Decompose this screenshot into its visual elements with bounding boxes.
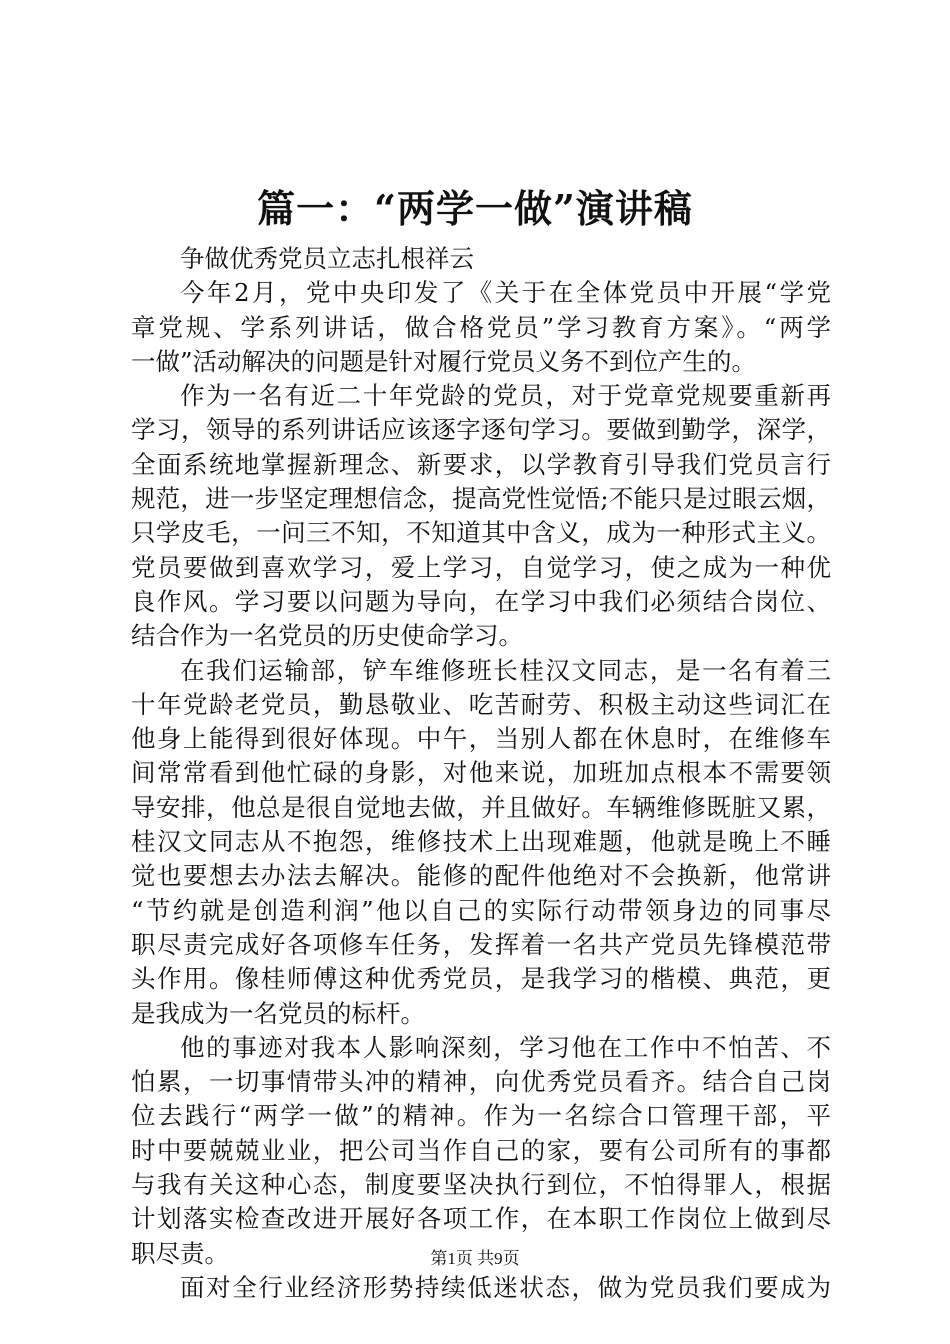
text-line: 与我有关这种心态，制度要坚决执行到位，不怕得罪人，根据 (131, 1170, 831, 1200)
text-line: 间常常看到他忙碌的身影，对他来说，加班加点根本不需要领 (131, 758, 831, 788)
page-number-footer: 第1页 共9页 (430, 1249, 520, 1268)
text-line: 结合作为一名党员的历史使命学习。 (131, 621, 523, 651)
document-title: 篇一：“两学一做”演讲稿 (257, 186, 693, 231)
text-line: 学习，领导的系列讲话应该逐字逐句学习。要做到勤学，深学， (131, 415, 831, 445)
text-line: 计划落实检查改进开展好各项工作，在本职工作岗位上做到尽 (131, 1204, 831, 1234)
text-line: 怕累，一切事情带头冲的精神，向优秀党员看齐。结合自己岗 (131, 1067, 831, 1097)
text-line: 一做”活动解决的问题是针对履行党员义务不到位产生的。 (131, 346, 757, 376)
text-line: 只学皮毛，一问三不知，不知道其中含义，成为一种形式主义。 (131, 518, 831, 548)
text-line: 十年党龄老党员，勤恳敬业、吃苦耐劳、积极主动这些词汇在 (131, 689, 831, 719)
text-line: 规范，进一步坚定理想信念，提高党性觉悟;不能只是过眼云烟， (131, 484, 831, 514)
text-line: 头作用。像桂师傅这种优秀党员，是我学习的楷模、典范，更 (131, 964, 831, 994)
text-line: 职尽责完成好各项修车任务，发挥着一名共产党员先锋模范带 (131, 929, 831, 959)
text-line: 桂汉文同志从不抱怨，维修技术上出现难题，他就是晚上不睡 (131, 827, 831, 857)
text-line: 他身上能得到很好体现。中午，当别人都在休息时，在维修车 (131, 724, 831, 754)
document-body (131, 242, 831, 1305)
text-line: 今年2月，党中央印发了《关于在全体党员中开展“学党 (180, 278, 831, 308)
text-line: “节约就是创造利润”他以自己的实际行动带领身边的同事尽 (131, 895, 831, 925)
text-line: 全面系统地掌握新理念、新要求，以学教育引导我们党员言行 (131, 449, 831, 479)
text-line: 章党规、学系列讲话，做合格党员”学习教育方案》。“两学 (131, 312, 831, 342)
text-line: 良作风。学习要以问题为导向，在学习中我们必须结合岗位、 (131, 586, 831, 616)
text-line: 面对全行业经济形势持续低迷状态，做为党员我们要成为 (180, 1272, 831, 1302)
text-line: 党员要做到喜欢学习，爱上学习，自觉学习，使之成为一种优 (131, 552, 831, 582)
text-line: 位去践行“两学一做”的精神。作为一名综合口管理干部，平 (131, 1101, 831, 1131)
text-line: 作为一名有近二十年党龄的党员，对于党章党规要重新再 (180, 381, 831, 411)
text-line-subtitle: 争做优秀党员立志扎根祥云 (180, 244, 474, 273)
text-line: 导安排，他总是很自觉地去做，并且做好。车辆维修既脏又累， (131, 792, 831, 822)
text-line: 觉也要想去办法去解决。能修的配件他绝对不会换新，他常讲 (131, 861, 831, 891)
text-line: 在我们运输部，铲车维修班长桂汉文同志，是一名有着三 (180, 655, 831, 685)
text-line: 是我成为一名党员的标杆。 (131, 998, 425, 1028)
text-line: 职尽责。 (131, 1238, 229, 1268)
text-line: 他的事迹对我本人影响深刻，学习他在工作中不怕苦、不 (180, 1032, 831, 1062)
text-line: 时中要兢兢业业，把公司当作自己的家，要有公司所有的事都 (131, 1135, 831, 1165)
